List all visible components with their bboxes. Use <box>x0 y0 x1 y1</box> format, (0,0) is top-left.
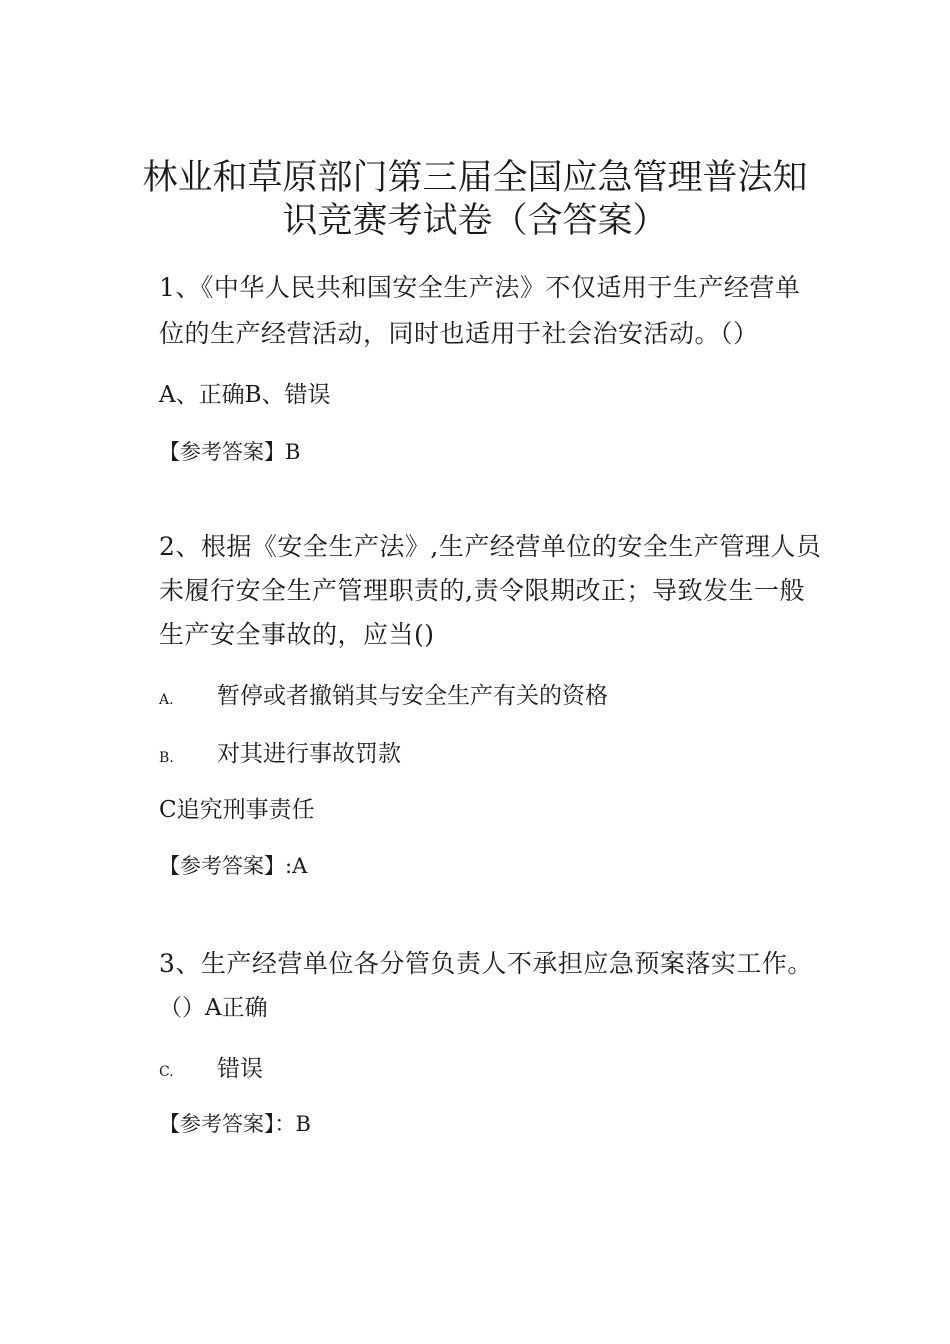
question-2-option-b-text: 对其进行事故罚款 <box>217 741 401 767</box>
question-3-option-c-text: 错误 <box>217 1056 263 1082</box>
question-2-text-line-2: 未履行安全生产管理职责的,责令限期改正；导致发生一般 <box>159 576 805 605</box>
question-3-text-line-1: 3、生产经营单位各分管负责人不承担应急预案落实工作。 <box>159 949 813 978</box>
question-2-option-b-marker: B. <box>159 750 174 766</box>
question-1-text-line-2: 位的生产经营活动，同时也适用于社会治安活动。（） <box>159 319 759 348</box>
question-2-answer: 【参考答案】:A <box>159 854 308 878</box>
question-2-option-a-text: 暂停或者撤销其与安全生产有关的资格 <box>217 683 608 709</box>
question-2-option-c: C追究刑事责任 <box>159 797 315 823</box>
question-3-option-c-marker: C. <box>159 1064 174 1080</box>
document-title-line-1: 林业和草原部门第三届全国应急管理普法知 <box>142 158 808 198</box>
question-3-answer: 【参考答案】：B <box>159 1112 311 1136</box>
question-2-option-a-marker: A. <box>159 692 174 708</box>
question-2-text-line-1: 2、根据《安全生产法》,生产经营单位的安全生产管理人员 <box>159 532 822 561</box>
document-title-line-2: 识竞赛考试卷（含答案） <box>282 201 668 241</box>
question-1-answer: 【参考答案】B <box>159 440 301 464</box>
question-1-options: A、正确B、错误 <box>159 382 331 408</box>
question-2-text-line-3: 生产安全事故的，应当() <box>159 620 435 649</box>
question-3-text-line-2: （）A正确 <box>159 995 268 1021</box>
question-1-text-line-1: 1、《中华人民共和国安全生产法》不仅适用于生产经营单 <box>159 273 801 302</box>
